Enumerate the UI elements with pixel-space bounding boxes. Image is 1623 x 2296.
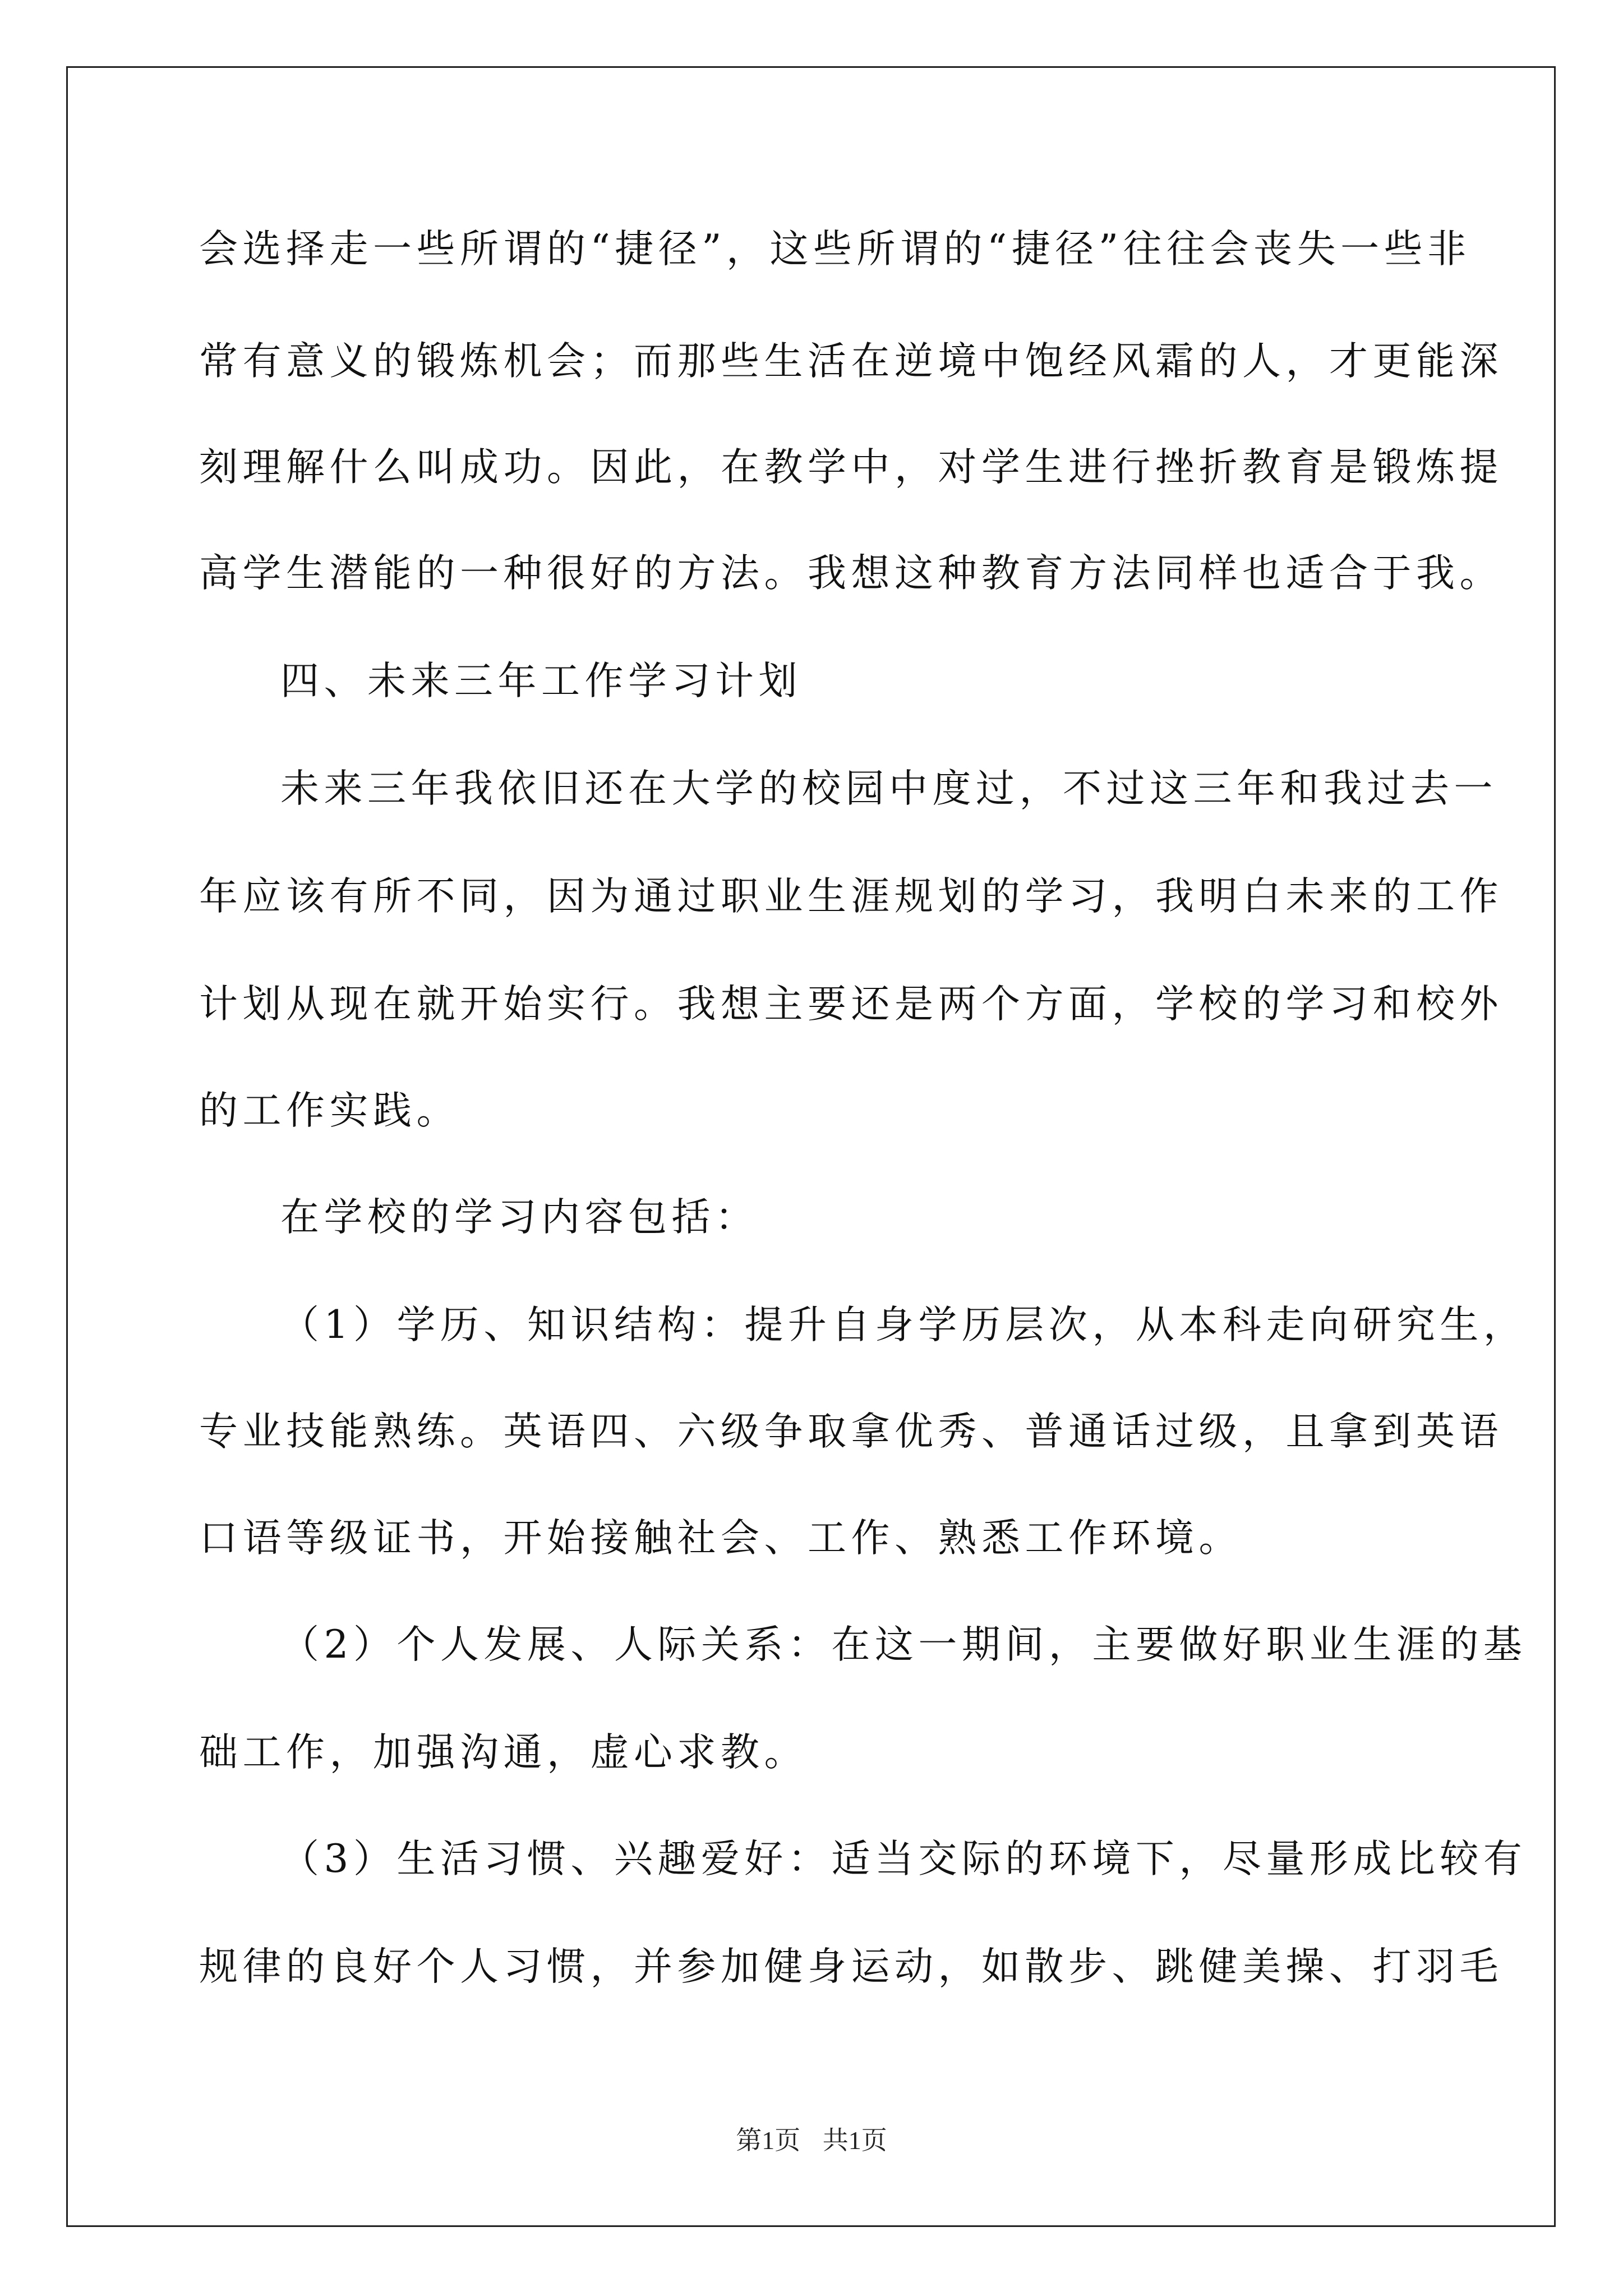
page-border [66, 66, 1556, 2227]
body-line-4: 高学生潜能的一种很好的方法。我想这种教育方法同样也适合于我。 [199, 551, 1503, 596]
body-line-2: 常有意义的锻炼机会；而那些生活在逆境中饱经风霜的人，才更能深 [199, 339, 1503, 384]
body-line-3: 刻理解什么叫成功。因此，在教学中，对学生进行挫折教育是锻炼提 [199, 445, 1503, 490]
body-line-6: 未来三年我依旧还在大学的校园中度过，不过这三年和我过去一 [280, 766, 1497, 811]
body-line-7: 年应该有所不同，因为通过职业生涯规划的学习，我明白未来的工作 [199, 874, 1503, 919]
body-line-8: 计划从现在就开始实行。我想主要还是两个方面，学校的学习和校外 [199, 982, 1503, 1027]
body-line-12: 专业技能熟练。英语四、六级争取拿优秀、普通话过级，且拿到英语 [199, 1409, 1503, 1454]
body-line-17: 规律的良好个人习惯，并参加健身运动，如散步、跳健美操、打羽毛 [199, 1944, 1503, 1989]
body-line-10: 在学校的学习内容包括： [280, 1195, 759, 1240]
body-line-13: 口语等级证书，开始接触社会、工作、熟悉工作环境。 [199, 1516, 1242, 1561]
page-total: 共1页 [822, 2126, 887, 2155]
body-line-16: （3）生活习惯、兴趣爱好：适当交际的环境下，尽量形成比较有 [280, 1837, 1527, 1881]
body-line-11: （1）学历、知识结构：提升自身学历层次，从本科走向研究生， [280, 1303, 1527, 1347]
section-heading: 四、未来三年工作学习计划 [280, 659, 802, 703]
body-line-1: 会选择走一些所谓的“捷径”，这些所谓的“捷径”往往会丧失一些非 [199, 227, 1471, 272]
page-footer [0, 2125, 1623, 2156]
body-line-15: 础工作，加强沟通，虚心求教。 [199, 1730, 808, 1775]
page-number: 第1页 [736, 2126, 801, 2155]
body-line-14: （2）个人发展、人际关系：在这一期间，主要做好职业生涯的基 [280, 1622, 1527, 1667]
body-line-9: 的工作实践。 [199, 1088, 460, 1133]
